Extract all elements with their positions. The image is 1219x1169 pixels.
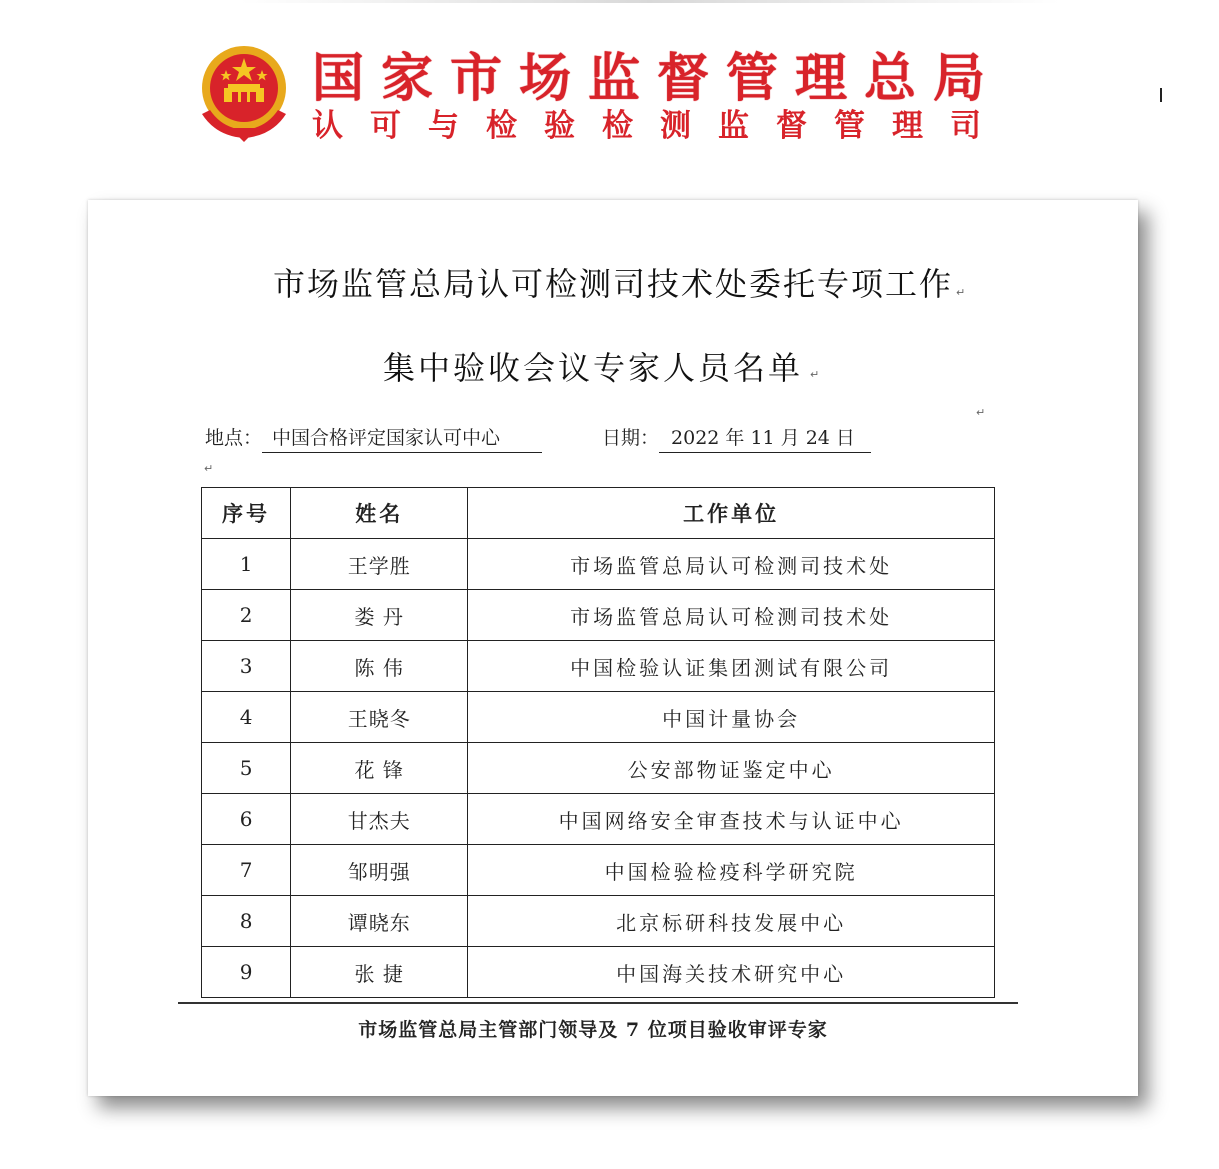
row-no: 5	[202, 743, 291, 794]
row-unit: 中国海关技术研究中心	[468, 947, 995, 998]
row-name: 陈 伟	[291, 641, 468, 692]
table-row	[202, 641, 995, 692]
document-title-line1: 市场监管总局认可检测司技术处委托专项工作	[272, 265, 953, 303]
row-no: 3	[202, 641, 291, 692]
location-value: 中国合格评定国家认可中心	[262, 424, 542, 453]
row-unit: 中国检验检疫科学研究院	[468, 845, 995, 896]
table-row	[202, 845, 995, 896]
paragraph-mark: ↵	[976, 406, 986, 419]
row-unit: 中国计量协会	[468, 692, 995, 743]
row-unit: 中国检验认证集团测试有限公司	[468, 641, 995, 692]
row-name: 邹明强	[291, 845, 468, 896]
paragraph-mark: ↵	[204, 462, 214, 475]
document-title-line2: 集中验收会议专家人员名单	[382, 349, 803, 387]
date-label: 日期：	[602, 427, 660, 449]
row-name: 花 锋	[291, 743, 468, 794]
expert-roster-table	[201, 487, 995, 998]
row-no: 4	[202, 692, 291, 743]
row-name: 王晓冬	[291, 692, 468, 743]
org-name: 国家市场监督管理总局	[312, 49, 1003, 109]
header-no: 序号	[202, 488, 291, 539]
top-divider	[240, 0, 1060, 3]
row-no: 7	[202, 845, 291, 896]
row-unit: 中国网络安全审查技术与认证中心	[468, 794, 995, 845]
row-unit: 市场监管总局认可检测司技术处	[468, 539, 995, 590]
table-row	[202, 794, 995, 845]
date-value: 2022 年 11 月 24 日	[659, 424, 871, 453]
table-row	[202, 539, 995, 590]
paragraph-mark: ↵	[956, 286, 966, 299]
document-page	[88, 200, 1138, 1096]
row-no: 1	[202, 539, 291, 590]
header-name: 姓名	[291, 488, 468, 539]
table-row	[202, 692, 995, 743]
row-name: 娄 丹	[291, 590, 468, 641]
table-row	[202, 896, 995, 947]
row-name: 谭晓东	[291, 896, 468, 947]
table-row	[202, 743, 995, 794]
edge-mark	[1160, 88, 1162, 102]
row-name: 王学胜	[291, 539, 468, 590]
meta-row	[205, 424, 871, 453]
bottom-rule	[178, 1002, 1018, 1004]
header-unit: 工作单位	[468, 488, 995, 539]
row-name: 张 捷	[291, 947, 468, 998]
row-no: 9	[202, 947, 291, 998]
row-unit: 市场监管总局认可检测司技术处	[468, 590, 995, 641]
table-row	[202, 590, 995, 641]
row-unit: 北京标研科技发展中心	[468, 896, 995, 947]
table-header-row	[202, 488, 995, 539]
row-no: 8	[202, 896, 291, 947]
row-no: 2	[202, 590, 291, 641]
row-name: 甘杰夫	[291, 794, 468, 845]
org-department: 认可与检验检测监督管理司	[312, 108, 1008, 144]
paragraph-mark: ↵	[810, 368, 820, 381]
national-emblem-icon	[196, 44, 292, 144]
document-caption: 市场监管总局主管部门领导及 7 位项目验收审评专家	[358, 1019, 828, 1041]
row-unit: 公安部物证鉴定中心	[468, 743, 995, 794]
table-row	[202, 947, 995, 998]
row-no: 6	[202, 794, 291, 845]
location-label: 地点：	[205, 427, 263, 449]
